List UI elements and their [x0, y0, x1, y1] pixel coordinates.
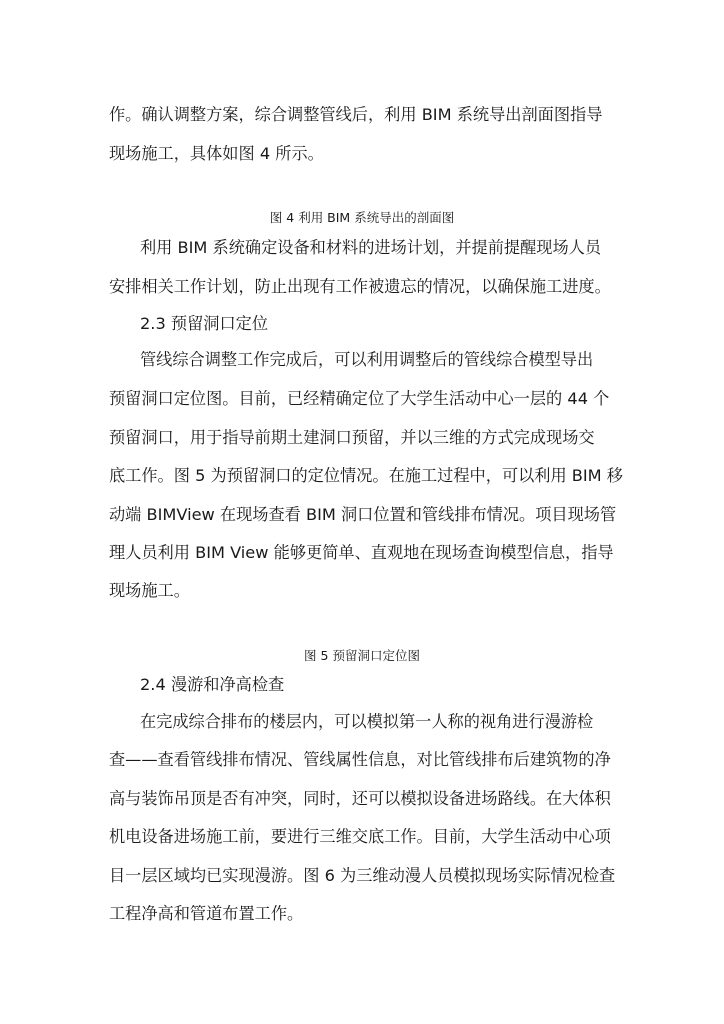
section-heading-2-4: 2.4 漫游和净高检查	[140, 675, 285, 694]
paragraph-line: 查——查看管线排布情况、管线属性信息，对比管线排布后建筑物的净	[109, 750, 611, 769]
paragraph-line: 利用 BIM 系统确定设备和材料的进场计划，并提前提醒现场人员	[140, 238, 602, 257]
paragraph-line: 现场施工，具体如图 4 所示。	[109, 144, 324, 163]
paragraph-line: 安排相关工作计划，防止出现有工作被遗忘的情况，以确保施工进度。	[109, 277, 611, 296]
figure-4-caption: 图 4 利用 BIM 系统导出的剖面图	[269, 210, 455, 225]
paragraph-line: 动端 BIMView 在现场查看 BIM 洞口位置和管线排布情况。项目现场管	[109, 505, 617, 524]
paragraph-line: 在完成综合排布的楼层内，可以模拟第一人称的视角进行漫游检	[140, 712, 594, 731]
paragraph-line: 机电设备进场施工前，要进行三维交底工作。目前，大学生活动中心项	[109, 827, 611, 846]
paragraph-line: 工程净高和管道布置工作。	[109, 904, 304, 923]
section-heading-2-3: 2.3 预留洞口定位	[140, 314, 269, 333]
paragraph-line: 管线综合调整工作完成后，可以利用调整后的管线综合模型导出	[140, 350, 594, 369]
paragraph-line: 底工作。图 5 为预留洞口的定位情况。在施工过程中，可以利用 BIM 移	[109, 466, 623, 485]
paragraph-line: 目一层区域均已实现漫游。图 6 为三维动漫人员模拟现场实际情况检查	[109, 866, 616, 885]
figure-5-caption: 图 5 预留洞口定位图	[304, 648, 420, 663]
paragraph-line: 高与装饰吊顶是否有冲突，同时，还可以模拟设备进场路线。在大体积	[109, 789, 611, 808]
paragraph-line: 作。确认调整方案，综合调整管线后，利用 BIM 系统导出剖面图指导	[109, 105, 603, 124]
paragraph-line: 预留洞口定位图。目前，已经精确定位了大学生活动中心一层的 44 个	[109, 389, 610, 408]
paragraph-line: 现场施工。	[109, 581, 190, 600]
paragraph-line: 理人员利用 BIM View 能够更简单、直观地在现场查询模型信息，指导	[109, 543, 614, 562]
paragraph-line: 预留洞口，用于指导前期土建洞口预留，并以三维的方式完成现场交	[109, 428, 595, 447]
